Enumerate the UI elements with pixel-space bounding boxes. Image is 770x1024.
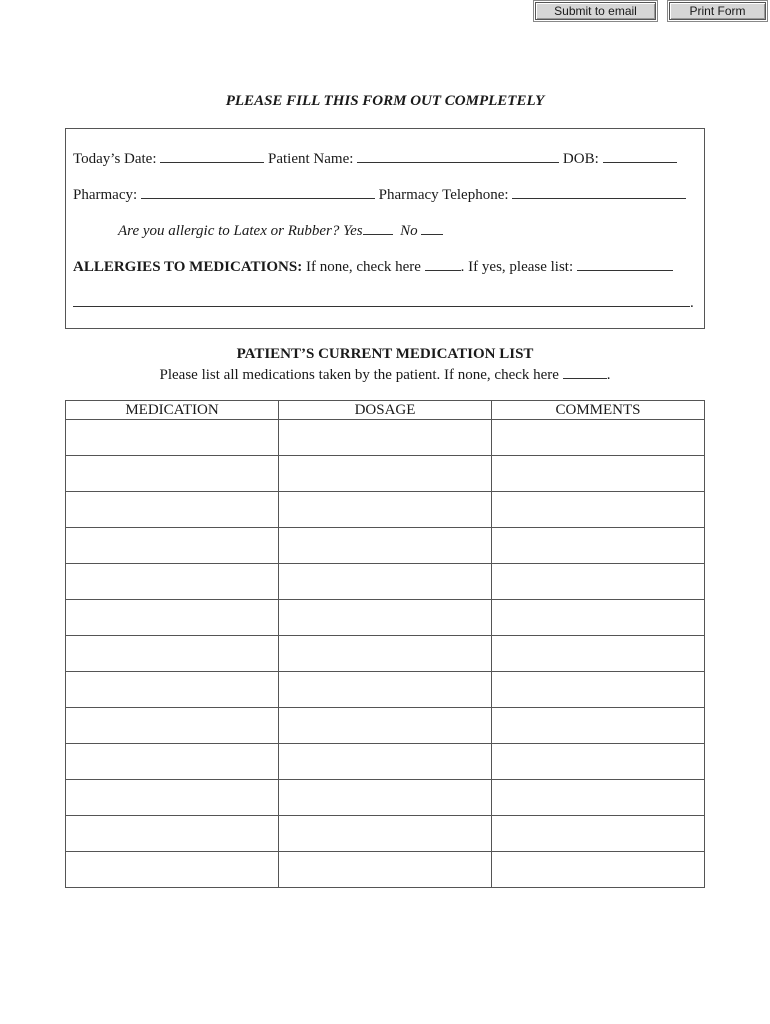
dosage-cell[interactable] [279,564,492,600]
comments-cell[interactable] [492,528,705,564]
medication-instruction-text: Please list all medications taken by the patient. If none, check here [159,367,559,383]
allergies-if-none-label: If none, check here [305,259,421,275]
allergies-list-field-2[interactable] [73,293,690,307]
dob-field[interactable] [603,149,677,163]
comments-cell[interactable] [492,456,705,492]
comments-cell[interactable] [492,600,705,636]
medication-table-body [66,420,705,888]
patient-info-box [65,128,705,329]
latex-yes-field[interactable] [363,221,393,235]
medication-cell[interactable] [66,708,279,744]
allergies-label: ALLERGIES TO MEDICATIONS: [73,259,303,275]
dosage-cell[interactable] [279,672,492,708]
dosage-cell[interactable] [279,708,492,744]
table-row [66,744,705,780]
pharmacy-telephone-label: Pharmacy Telephone: [378,187,509,203]
table-row [66,456,705,492]
medication-cell[interactable] [66,564,279,600]
comments-cell[interactable] [492,816,705,852]
dosage-cell[interactable] [279,816,492,852]
medication-list-title: PATIENT’S CURRENT MEDICATION LIST [236,346,534,362]
medication-cell[interactable] [66,420,279,456]
latex-question: Are you allergic to Latex or Rubber? [118,223,340,239]
pharmacy-field[interactable] [141,185,375,199]
table-row [66,564,705,600]
latex-yes-label: Yes [343,223,363,239]
medication-cell[interactable] [66,636,279,672]
dosage-cell[interactable] [279,600,492,636]
allergies-if-yes-label: . If yes, please list: [460,259,574,275]
medication-cell[interactable] [66,492,279,528]
patient-name-label: Patient Name: [268,151,354,167]
table-row [66,492,705,528]
comments-cell[interactable] [492,420,705,456]
medication-cell[interactable] [66,744,279,780]
table-row [66,420,705,456]
no-medications-field[interactable] [563,365,607,379]
latex-no-field[interactable] [421,221,443,235]
comments-cell[interactable] [492,564,705,600]
print-form-button[interactable]: Print Form [669,2,766,20]
comments-cell[interactable] [492,852,705,888]
row-date-name-dob [73,149,677,168]
dosage-cell[interactable] [279,420,492,456]
table-row [66,636,705,672]
table-row [66,672,705,708]
medication-cell[interactable] [66,816,279,852]
pharmacy-telephone-field[interactable] [512,185,686,199]
column-header-dosage: DOSAGE [279,401,492,420]
comments-cell[interactable] [492,744,705,780]
table-header-row [66,401,705,420]
table-row [66,528,705,564]
medication-list-instruction [0,365,770,384]
column-header-medication: MEDICATION [66,401,279,420]
comments-cell[interactable] [492,492,705,528]
row-allergies-continued [73,293,694,312]
column-header-comments: COMMENTS [492,401,705,420]
dosage-cell[interactable] [279,636,492,672]
medication-cell[interactable] [66,528,279,564]
patient-name-field[interactable] [357,149,559,163]
medication-cell[interactable] [66,672,279,708]
table-row [66,816,705,852]
latex-no-label: No [400,223,418,239]
todays-date-field[interactable] [160,149,264,163]
row-pharmacy [73,185,686,204]
todays-date-label: Today’s Date: [73,151,157,167]
row-latex-allergy [118,221,443,240]
medication-cell[interactable] [66,852,279,888]
row-allergies [73,257,673,276]
dosage-cell[interactable] [279,780,492,816]
comments-cell[interactable] [492,672,705,708]
dosage-cell[interactable] [279,528,492,564]
medication-instruction-period: . [606,367,611,383]
dosage-cell[interactable] [279,744,492,780]
page-title: PLEASE FILL THIS FORM OUT COMPLETELY [225,93,545,109]
table-row [66,780,705,816]
pharmacy-label: Pharmacy: [73,187,138,203]
dob-label: DOB: [562,151,599,167]
table-row [66,852,705,888]
dosage-cell[interactable] [279,852,492,888]
dosage-cell[interactable] [279,492,492,528]
dosage-cell[interactable] [279,456,492,492]
allergies-period: . [690,295,694,311]
submit-to-email-button[interactable]: Submit to email [535,2,656,20]
medication-cell[interactable] [66,456,279,492]
comments-cell[interactable] [492,636,705,672]
comments-cell[interactable] [492,780,705,816]
medication-table [65,400,705,888]
allergies-list-field[interactable] [577,257,673,271]
comments-cell[interactable] [492,708,705,744]
medication-cell[interactable] [66,600,279,636]
allergies-none-field[interactable] [425,257,461,271]
table-row [66,708,705,744]
medication-cell[interactable] [66,780,279,816]
table-row [66,600,705,636]
